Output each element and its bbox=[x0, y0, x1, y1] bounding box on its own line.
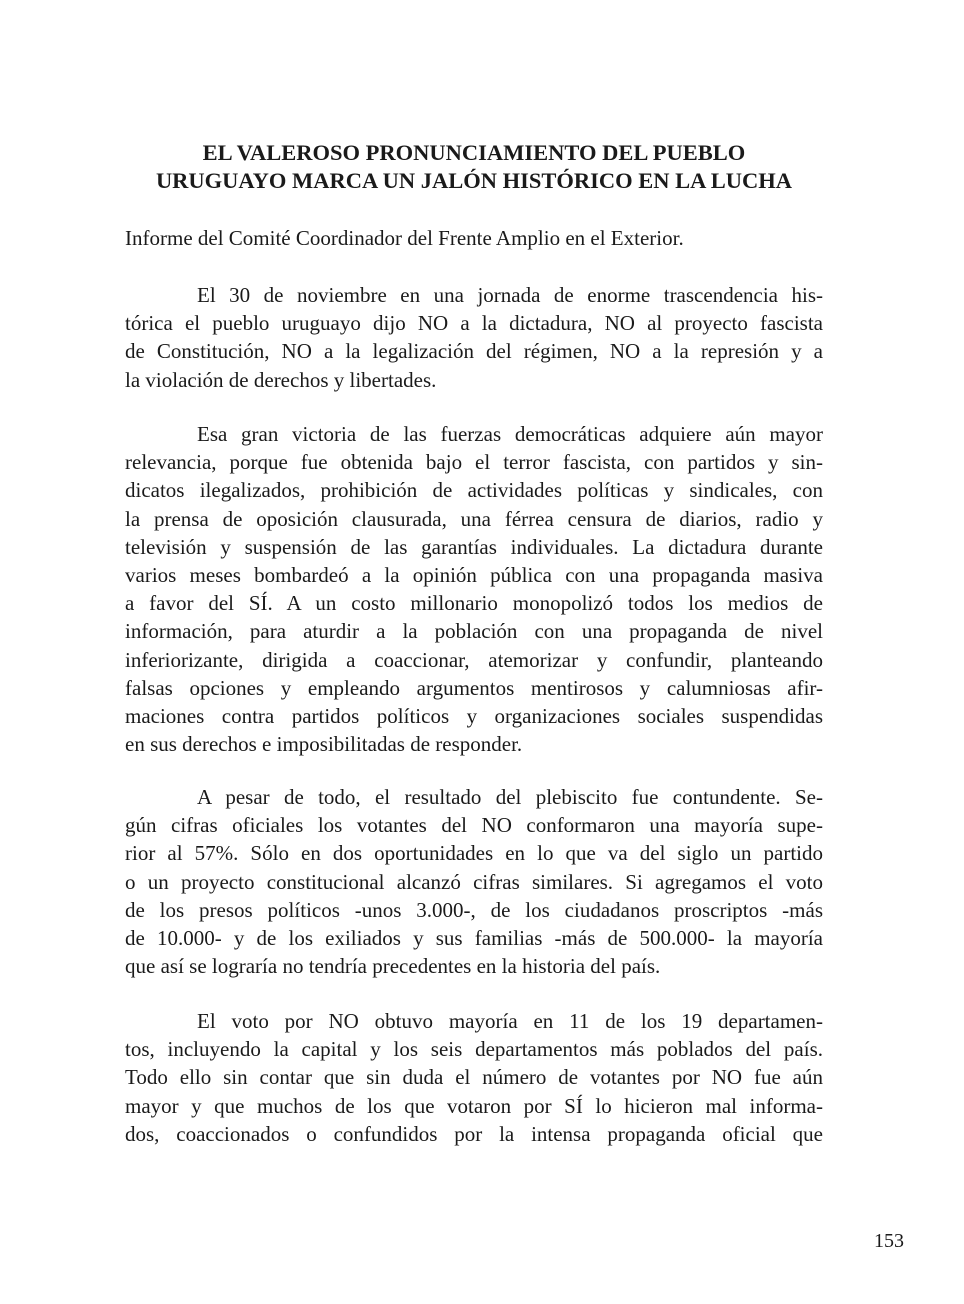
paragraph-line: Todo ello sin contar que sin duda el número de votantes por NO fue aún bbox=[125, 1065, 823, 1090]
paragraph-line: a favor del SÍ. A un costo millonario monopolizó todos los medios de bbox=[125, 591, 823, 616]
paragraph-1 bbox=[125, 281, 823, 394]
paragraph-line: maciones contra partidos políticos y organizaciones sociales suspendidas bbox=[125, 704, 823, 729]
paragraph-line: de Constitución, NO a la legalización del régimen, NO a la represión y a bbox=[125, 339, 823, 364]
paragraph-line: televisión y suspensión de las garantías individuales. La dictadura durante bbox=[125, 534, 823, 559]
paragraph-line: mayor y que muchos de los que votaron por SÍ lo hicieron mal informa- bbox=[125, 1093, 823, 1118]
title-line-2: URUGUAYO MARCA UN JALÓN HISTÓRICO EN LA LUCHA bbox=[155, 168, 793, 193]
paragraph-line: la prensa de oposición clausurada, una férrea censura de diarios, radio y bbox=[125, 506, 823, 531]
paragraph-line: falsas opciones y empleando argumentos mentirosos y calumniosas afir- bbox=[125, 675, 823, 700]
paragraph-line: de 10.000- y de los exiliados y sus familias -más de 500.000- la mayoría bbox=[125, 926, 823, 951]
paragraph-line: la violación de derechos y libertades. bbox=[125, 367, 437, 392]
paragraph-4 bbox=[125, 1007, 823, 1148]
paragraph-line: Esa gran victoria de las fuerzas democráticas adquiere aún mayor bbox=[197, 422, 823, 446]
page-title bbox=[125, 139, 823, 195]
paragraph-line: que así se lograría no tendría precedentes en la historia del país. bbox=[125, 954, 661, 979]
paragraph-line: tórica el pueblo uruguayo dijo NO a la dictadura, NO al proyecto fascista bbox=[125, 311, 823, 336]
paragraph-line: dicatos ilegalizados, prohibición de actividades políticas y sindicales, con bbox=[125, 478, 823, 503]
paragraph-line: de los presos políticos -unos 3.000-, de los ciudadanos proscriptos -más bbox=[125, 897, 823, 922]
paragraph-line: información, para aturdir a la población con una propaganda de nivel bbox=[125, 619, 823, 644]
paragraph-line: varios meses bombardeó a la opinión pública con una propaganda masiva bbox=[125, 563, 823, 588]
paragraph-2 bbox=[125, 420, 823, 758]
paragraph-3 bbox=[125, 783, 823, 980]
title-line-1: EL VALEROSO PRONUNCIAMIENTO DEL PUEBLO bbox=[202, 140, 746, 165]
paragraph-line: relevancia, porque fue obtenida bajo el terror fascista, con partidos y sin- bbox=[125, 450, 823, 475]
paragraph-line: gún cifras oficiales los votantes del NO conformaron una mayoría supe- bbox=[125, 813, 823, 838]
paragraph-line: dos, coaccionados o confundidos por la intensa propaganda oficial que bbox=[125, 1121, 823, 1146]
paragraph-line: o un proyecto constitucional alcanzó cifras similares. Si agregamos el voto bbox=[125, 869, 823, 894]
paragraph-line: tos, incluyendo la capital y los seis departamentos más poblados del país. bbox=[125, 1037, 823, 1062]
page-number: 153 bbox=[874, 1230, 904, 1252]
report-subtitle: Informe del Comité Coordinador del Frente Amplio en el Exterior. bbox=[125, 226, 684, 250]
paragraph-line: inferiorizante, dirigida a coaccionar, atemorizar y confundir, planteando bbox=[125, 647, 823, 672]
paragraph-line: rior al 57%. Sólo en dos oportunidades en lo que va del siglo un partido bbox=[125, 841, 823, 866]
paragraph-line: A pesar de todo, el resultado del plebiscito fue contundente. Se- bbox=[197, 785, 823, 809]
paragraph-line: en sus derechos e imposibilitadas de responder. bbox=[125, 732, 523, 757]
paragraph-line: El voto por NO obtuvo mayoría en 11 de los 19 departamen- bbox=[197, 1009, 823, 1033]
paragraph-line: El 30 de noviembre en una jornada de enorme trascendencia his- bbox=[197, 283, 823, 307]
